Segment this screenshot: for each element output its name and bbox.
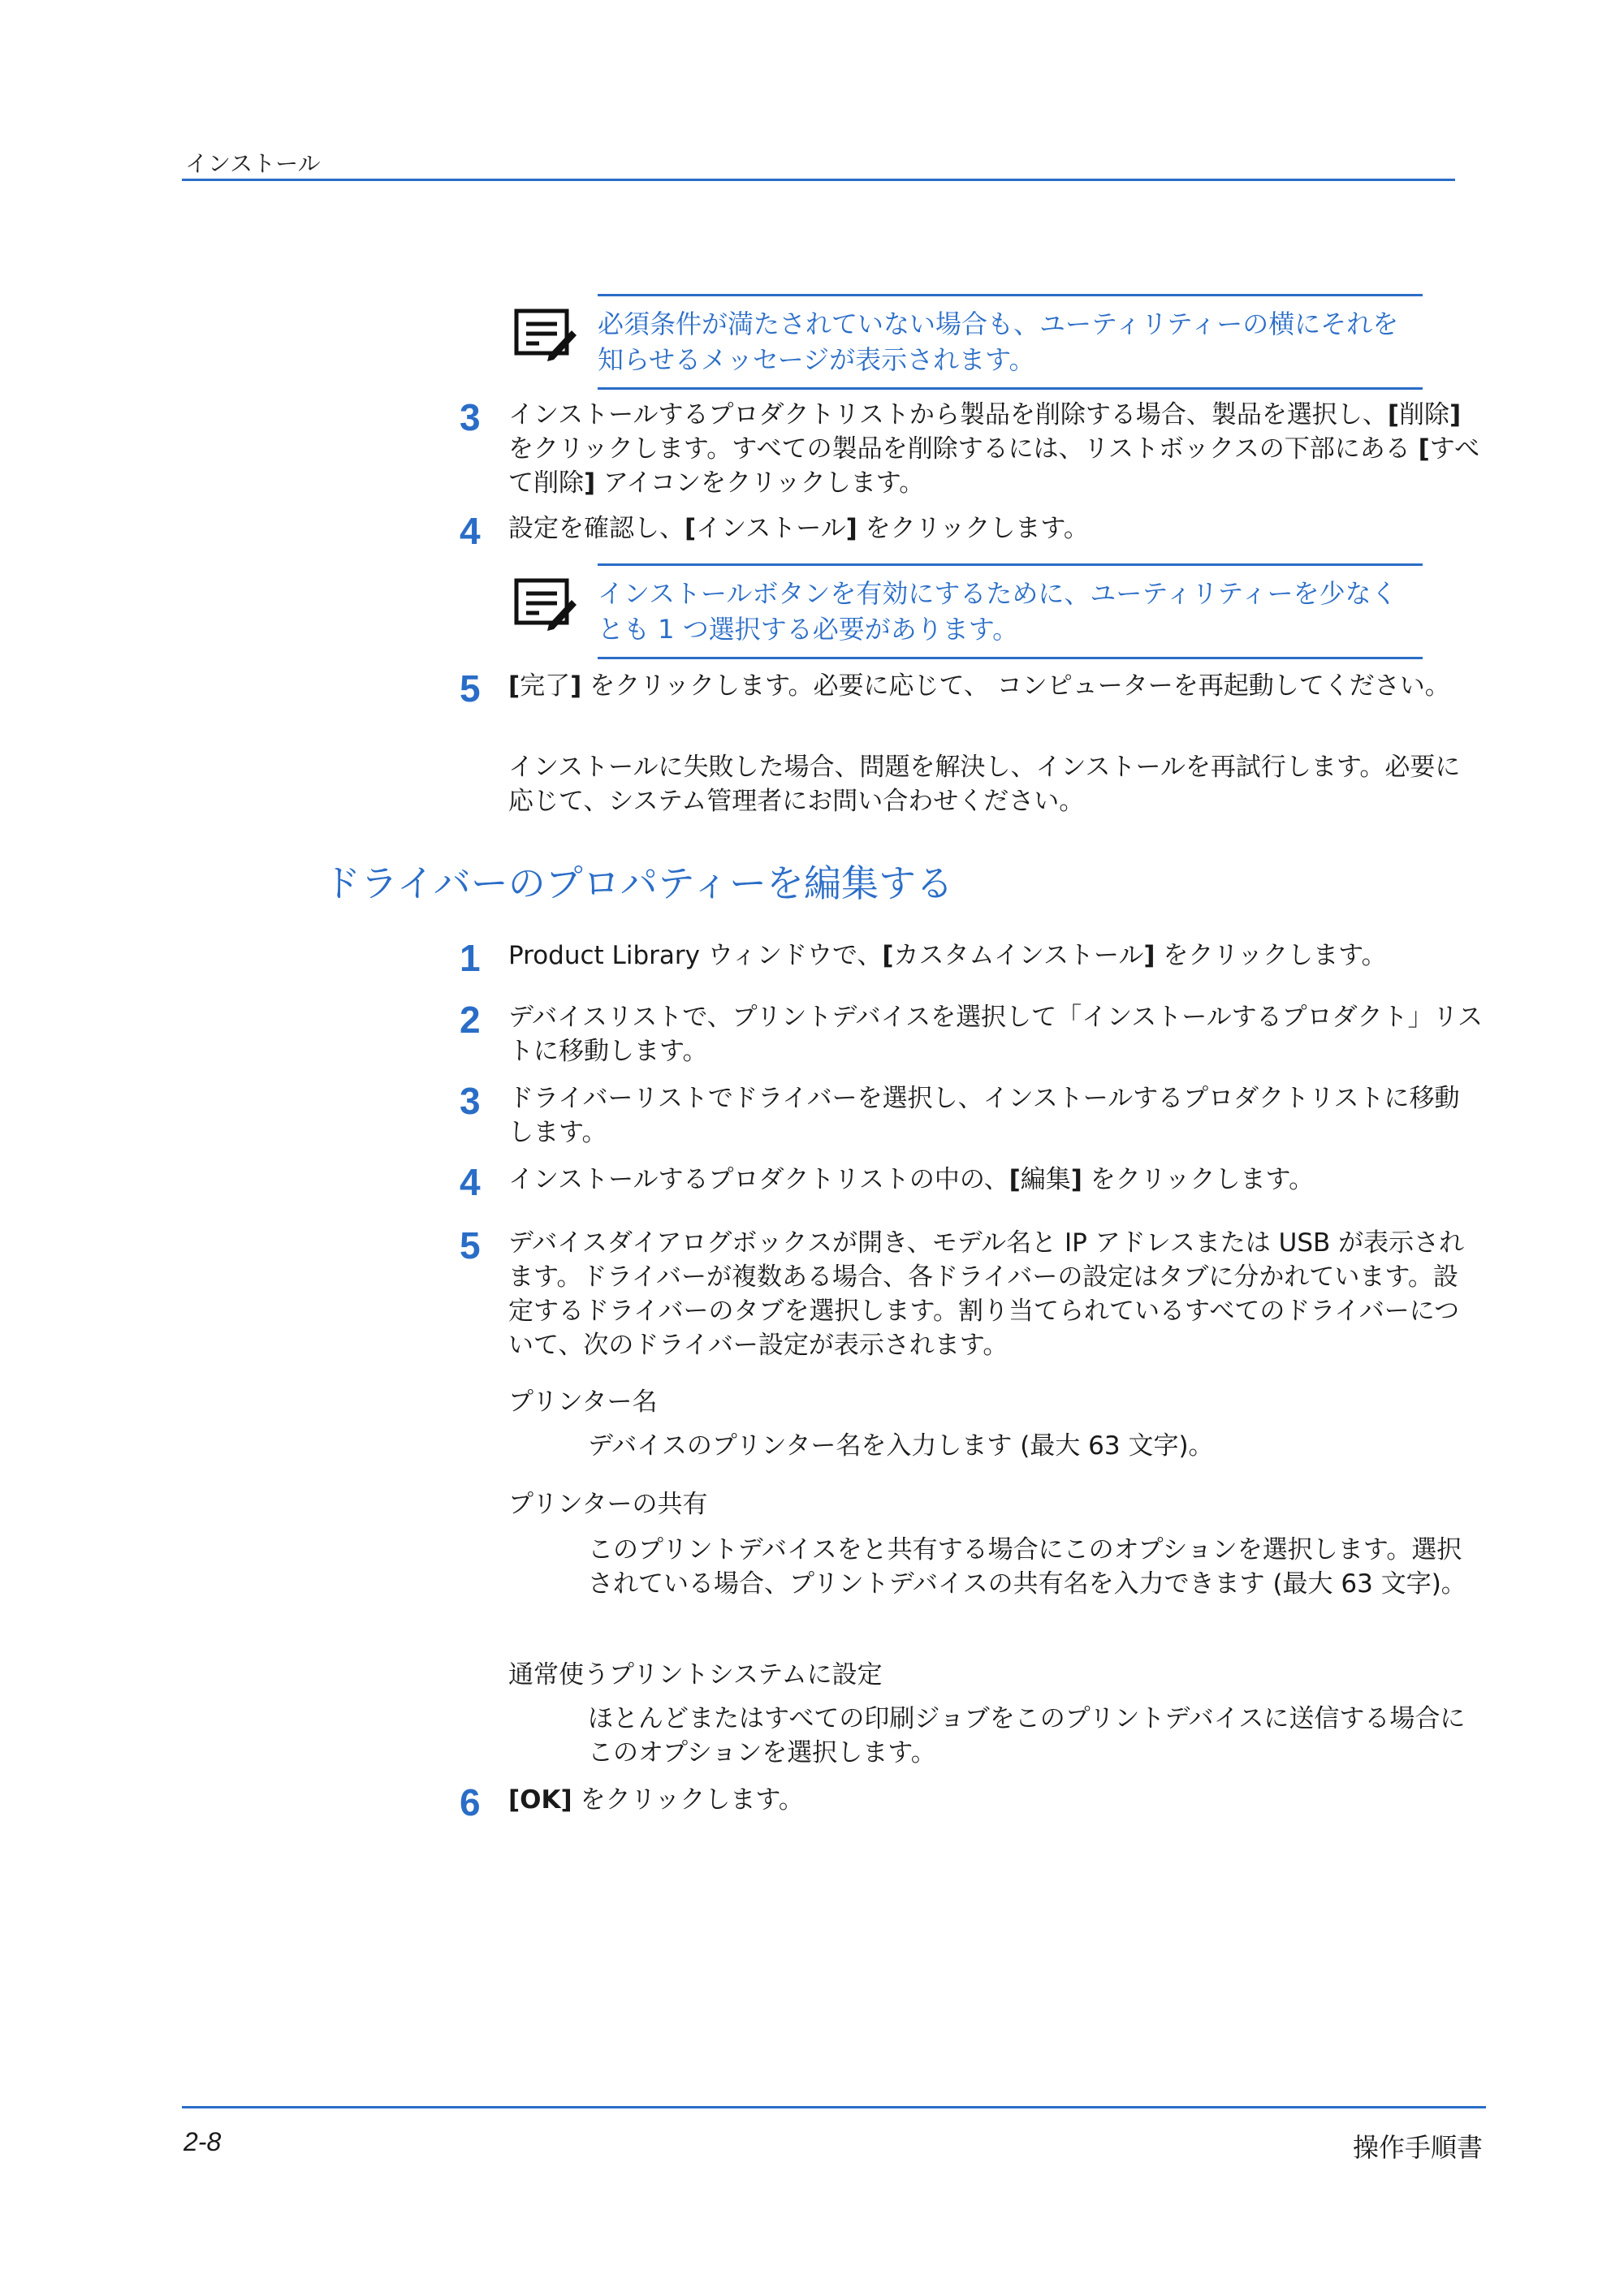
list-item bbox=[460, 398, 1483, 500]
section-title: ドライバーのプロパティーを編集する bbox=[323, 861, 954, 905]
step-number: 5 bbox=[460, 667, 481, 710]
note-pencil-icon bbox=[513, 306, 578, 363]
header-rule bbox=[182, 179, 1455, 181]
step-number: 1 bbox=[460, 937, 481, 979]
step-text: インストールするプロダクトリストの中の、[編集] をクリックします。 bbox=[508, 1165, 1315, 1194]
list-item bbox=[460, 1081, 1483, 1150]
definition-term: 通常使うプリントシステムに設定 bbox=[508, 1660, 883, 1690]
list-item bbox=[460, 1163, 1483, 1202]
step-number: 6 bbox=[460, 1781, 481, 1823]
definition-desc: ほとんどまたはすべての印刷ジョブをこのプリントデバイスに送信する場合にこのオプションを選択します。 bbox=[588, 1704, 1466, 1767]
step-number: 3 bbox=[460, 396, 481, 438]
note-rule-bottom bbox=[598, 657, 1423, 659]
step-text: [完了] をクリックします。必要に応じて、 コンピューターを再起動してください。 bbox=[508, 671, 1450, 701]
list-item bbox=[460, 939, 1483, 978]
list-item bbox=[460, 1000, 1483, 1068]
step-text: [OK] をクリックします。 bbox=[508, 1785, 804, 1815]
step-number: 2 bbox=[460, 999, 481, 1041]
document-title: 操作手順書 bbox=[1352, 2132, 1483, 2163]
list-item bbox=[460, 669, 1483, 708]
note-text: 必須条件が満たされていない場合も、ユーティリティーの横にそれを知らせるメッセージが表示されます。 bbox=[598, 309, 1399, 375]
definition-desc: デバイスのプリンター名を入力します (最大 63 文字)。 bbox=[588, 1431, 1214, 1461]
step-text: Product Library ウィンドウで、[カスタムインストール] をクリックします。 bbox=[508, 941, 1387, 970]
step-text: ドライバーリストでドライバーを選択し、インストールするプロダクトリストに移動します。 bbox=[508, 1084, 1460, 1147]
footer-rule bbox=[182, 2106, 1486, 2108]
running-header: インストール bbox=[185, 150, 321, 177]
note-text: インストールボタンを有効にするために、ユーティリティーを少なくとも 1 つ選択する必要があります。 bbox=[598, 578, 1397, 645]
step-text: デバイスダイアログボックスが開き、モデル名と IP アドレスまたは USB が表示されます。ドライバーが複数ある場合、各ドライバーの設定はタブに分かれています。設定するドライバーのタブを選択します。割り当てられているすべてのドライバーについて、次のドライバー設定が表示されます。 bbox=[508, 1228, 1465, 1360]
step-number: 5 bbox=[460, 1224, 481, 1267]
step-text: 設定を確認し、[インストール] をクリックします。 bbox=[508, 514, 1089, 543]
step-text: デバイスリストで、プリントデバイスを選択して「インストールするプロダクト」リストに移動します。 bbox=[508, 1003, 1484, 1066]
note-box bbox=[513, 294, 1423, 390]
step-number: 3 bbox=[460, 1080, 481, 1122]
list-item bbox=[460, 1783, 1483, 1822]
step-number: 4 bbox=[460, 510, 481, 552]
failure-paragraph: インストールに失敗した場合、問題を解決し、インストールを再試行します。必要に応じて、システム管理者にお問い合わせください。 bbox=[508, 753, 1461, 816]
step-number: 4 bbox=[460, 1161, 481, 1203]
page-number: 2-8 bbox=[184, 2127, 222, 2156]
definition-desc: このプリントデバイスをと共有する場合にこのオプションを選択します。選択されている場合、プリントデバイスの共有名を入力できます (最大 63 文字)。 bbox=[588, 1535, 1466, 1599]
definition-term: プリンター名 bbox=[508, 1388, 658, 1417]
list-item bbox=[460, 1226, 1483, 1362]
note-pencil-icon bbox=[513, 576, 578, 632]
list-item bbox=[460, 511, 1483, 550]
note-rule-bottom bbox=[598, 387, 1423, 390]
step-text: インストールするプロダクトリストから製品を削除する場合、製品を選択し、[削除] をクリックします。すべての製品を削除するには、リストボックスの下部にある [すべて削除] アイコンをクリックします。 bbox=[508, 400, 1480, 498]
note-box bbox=[513, 563, 1423, 659]
definition-term: プリンターの共有 bbox=[508, 1490, 708, 1519]
